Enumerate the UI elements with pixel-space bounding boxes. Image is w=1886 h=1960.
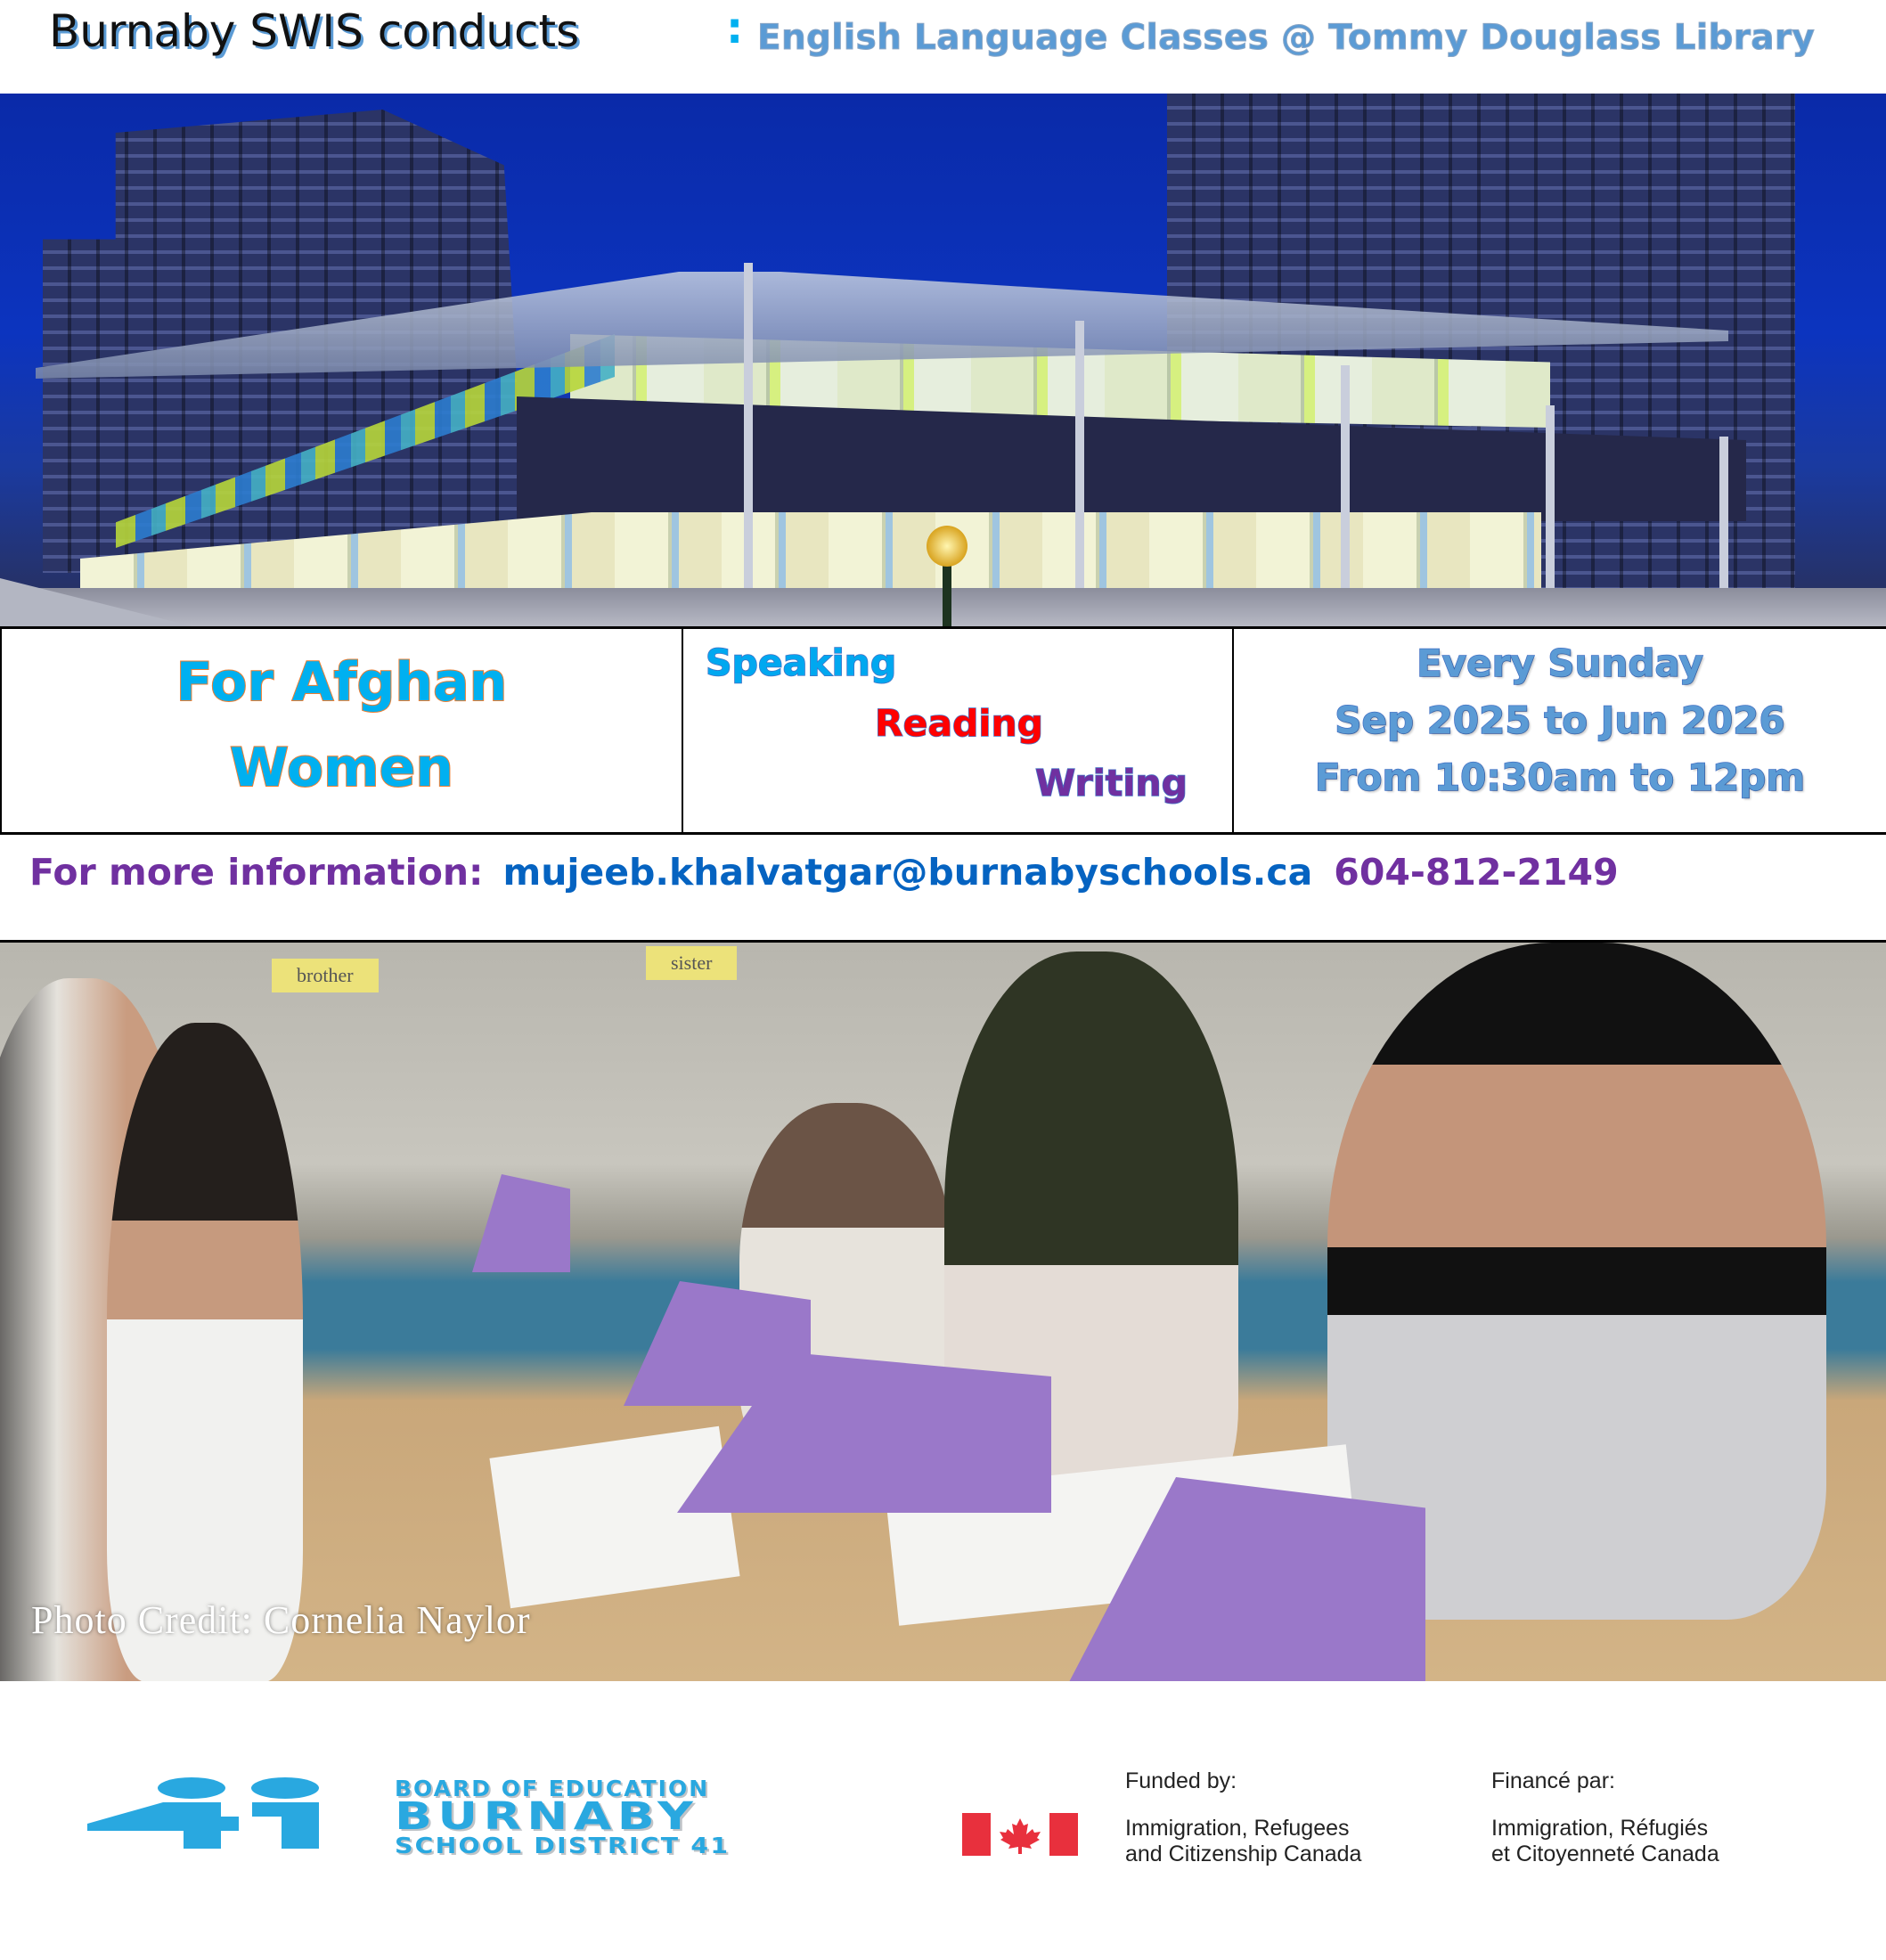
audience-line-1: For Afghan: [176, 651, 508, 714]
funder-line-2: and Citizenship Canada: [1125, 1841, 1362, 1866]
audience-line-2: Women: [229, 737, 454, 799]
contact-line: [29, 851, 1619, 904]
wall-label-brother: brother: [272, 959, 379, 992]
burnaby-school-district-logo: [87, 1776, 894, 1858]
lamp-pole: [943, 566, 951, 626]
schedule-period: Sep 2025 to Jun 2026: [1335, 698, 1785, 742]
page-subtitle: English Language Classes @ Tommy Douglass Library: [757, 18, 1816, 58]
funder-line-2-fr: et Citoyenneté Canada: [1491, 1841, 1719, 1866]
audience-cell: [0, 629, 683, 832]
contact-phone[interactable]: 604-812-2149: [1334, 851, 1619, 894]
roof-column: [1341, 365, 1350, 624]
funder-line-1-fr: Immigration, Réfugiés: [1491, 1815, 1709, 1841]
contact-email-link[interactable]: mujeeb.khalvatgar@burnabyschools.ca: [502, 851, 1313, 894]
schedule-day: Every Sunday: [1417, 641, 1703, 685]
footer: [0, 1681, 1886, 1960]
roof-column: [1075, 321, 1084, 615]
skill-speaking: Speaking: [706, 641, 897, 684]
funding-french: [1491, 1768, 1719, 1866]
skill-reading: Reading: [875, 702, 1043, 745]
sd41-logo-icon: [87, 1777, 381, 1850]
page-header: [0, 0, 1886, 94]
notebook-paper: [489, 1426, 739, 1609]
library-photo: [0, 94, 1886, 626]
title-separator: :: [726, 4, 744, 53]
classroom-photo: [0, 943, 1886, 1681]
photo-credit: Photo Credit: Cornelia Naylor: [31, 1598, 531, 1642]
roof-column: [744, 263, 753, 601]
sd41-wordmark: [395, 1776, 731, 1858]
name-tent: [472, 1174, 570, 1272]
maple-leaf-icon: [991, 1813, 1049, 1856]
wall-label-sister: sister: [646, 946, 737, 980]
contact-label: For more information:: [29, 851, 484, 894]
finance-par-label: Financé par:: [1491, 1768, 1615, 1793]
info-table: [0, 626, 1886, 835]
page-title: Burnaby SWIS conducts: [49, 5, 580, 57]
logo-line-board: BOARD OF EDUCATION: [395, 1776, 710, 1801]
street-lamp: [927, 526, 967, 567]
skill-writing: Writing: [1035, 762, 1188, 804]
funded-by-label: Funded by:: [1125, 1768, 1237, 1793]
skills-cell: [683, 629, 1234, 832]
logo-line-district: SCHOOL DISTRICT 41: [395, 1833, 731, 1858]
student-figure: [107, 1023, 303, 1681]
schedule-time: From 10:30am to 12pm: [1314, 755, 1806, 799]
logo-line-burnaby: BURNABY: [395, 1794, 699, 1839]
canada-flag-icon: [962, 1813, 1078, 1856]
funder-line-1: Immigration, Refugees: [1125, 1815, 1350, 1841]
funding-english: [1125, 1768, 1361, 1866]
schedule-cell: [1234, 629, 1886, 832]
